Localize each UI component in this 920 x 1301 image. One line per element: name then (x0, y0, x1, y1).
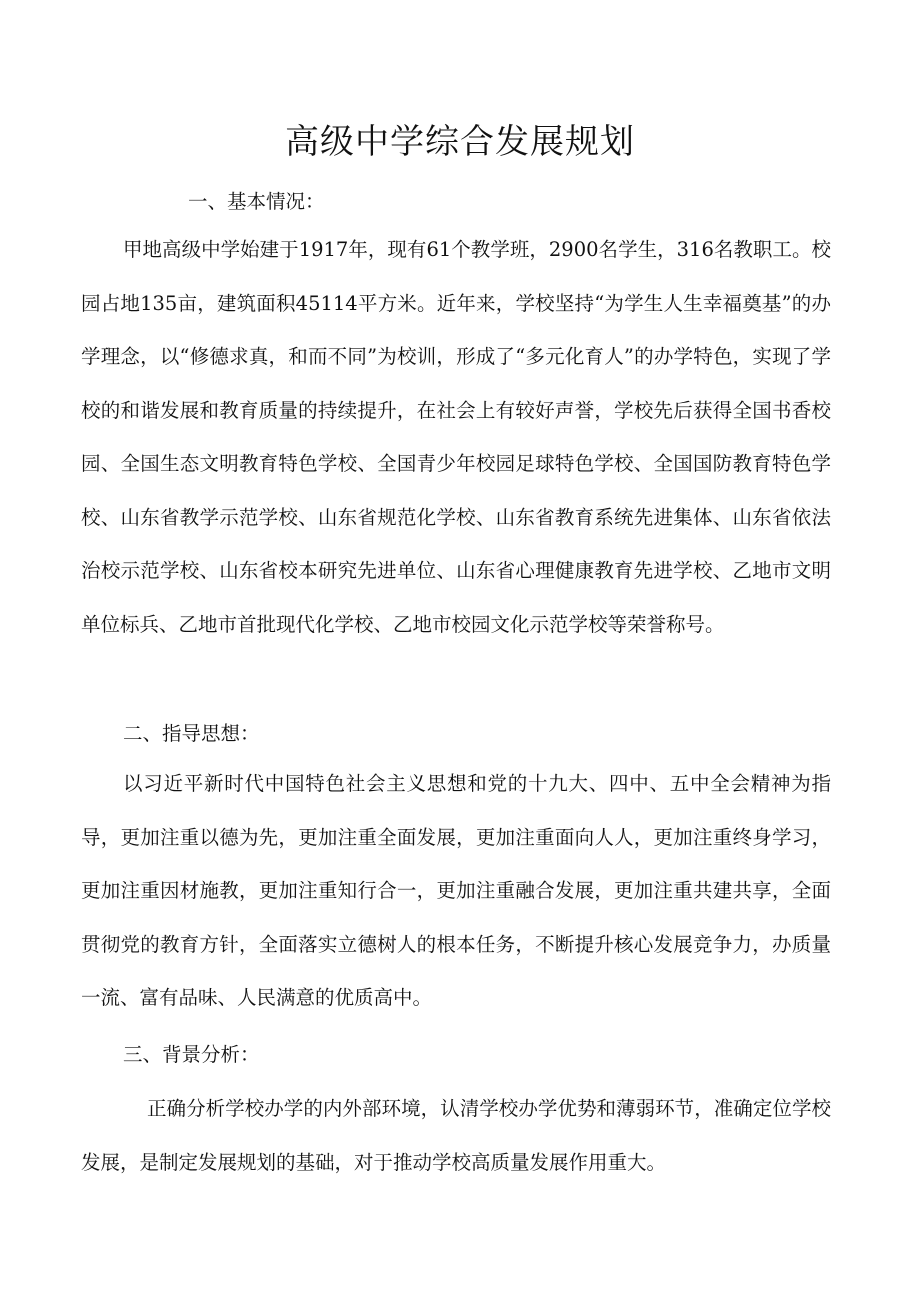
section-heading-basic-info: 一、基本情况： (188, 190, 325, 213)
section-paragraph-basic-info: 甲地高级中学始建于1917年，现有61个教学班，2900名学生，316名教职工。校园占地135亩，建筑面积45114平方米。近年来，学校坚持“为学生人生幸福奠基”的办学理念，以“修德求真，和而不同”为校训，形成了“多元化育人”的办学特色，实现了学校的和谐发展和教育质量的持续提升，在社会上有较好声誉，学校先后获得全国书香校园、全国生态文明教育特色学校、全国青少年校园足球特色学校、全国国防教育特色学校、山东省教学示范学校、山东省规范化学校、山东省教育系统先进集体、山东省依法治校示范学校、山东省校本研究先进单位、山东省心理健康教育先进学校、乙地市文明单位标兵、乙地市首批现代化学校、乙地市校园文化示范学校等荣誉称号。 (81, 238, 831, 636)
document-title: 高级中学综合发展规划 (285, 122, 635, 162)
section-paragraph-background-analysis: 正确分析学校办学的内外部环境，认清学校办学优势和薄弱环节，准确定位学校发展，是制定发展规划的基础，对于推动学校高质量发展作用重大。 (81, 1097, 831, 1174)
section-heading-guiding-ideology: 二、指导思想： (123, 722, 260, 745)
section-paragraph-guiding-ideology: 以习近平新时代中国特色社会主义思想和党的十九大、四中、五中全会精神为指导，更加注重以德为先，更加注重全面发展，更加注重面向人人，更加注重终身学习，更加注重因材施教，更加注重知行合一，更加注重融合发展，更加注重共建共享，全面贯彻党的教育方针，全面落实立德树人的根本任务，不断提升核心发展竞争力，办质量一流、富有品味、人民满意的优质高中。 (81, 772, 831, 1009)
section-heading-background-analysis: 三、背景分析： (123, 1043, 260, 1066)
